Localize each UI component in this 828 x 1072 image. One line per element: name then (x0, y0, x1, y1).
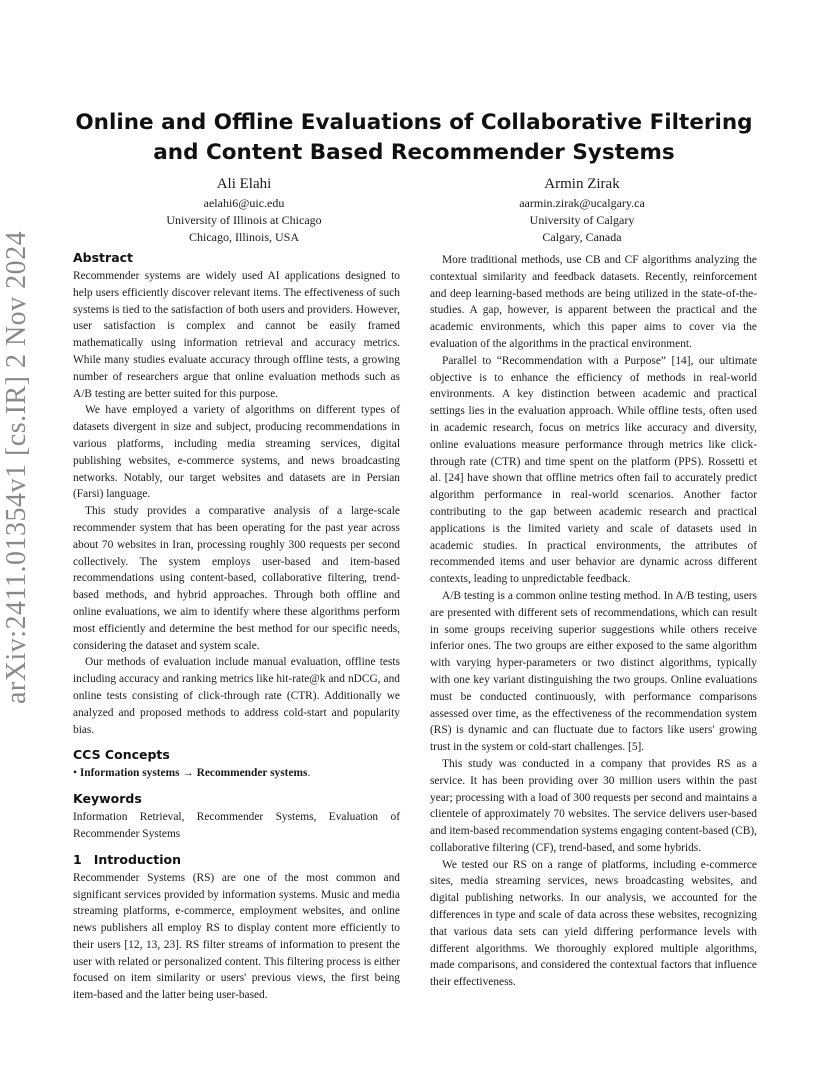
keywords-text: Information Retrieval, Recommender Systems, Evaluation of Recommender Systems (73, 811, 400, 840)
author-email: aelahi6@uic.edu (203, 196, 285, 210)
author-block (94, 174, 394, 246)
ccs-item: Information systems → Recommender systems (79, 767, 308, 780)
introduction-heading (73, 852, 400, 868)
abstract-paragraph: We have employed a variety of algorithms on different types of datasets divergent in size and subject, producing recommendations in various platforms, including media streaming services, digital publishing websites, e-commerce systems, and news broadcasting networks. Notably, our target websites and datasets are in Persian (Farsi) language. (73, 404, 400, 501)
ccs-bullet: • (73, 767, 77, 780)
author-email: aarmin.zirak@ucalgary.ca (519, 196, 645, 210)
author-affiliation: University of Illinois at Chicago (166, 213, 322, 227)
author-affiliation: University of Calgary (529, 213, 635, 227)
abstract-heading: Abstract (73, 250, 134, 265)
author-location: Calgary, Canada (542, 230, 622, 244)
ccs-suffix: . (307, 767, 311, 780)
abstract-paragraph: This study provides a comparative analysis of a large-scale recommender system that has been operating for the past year across about 70 websites in Iran, processing roughly 300 requests per second collectively. The system employs user-based and item-based recommendations using content-based, collaborative filtering, trend-based methods, and hybrid approaches. Through both offline and online evaluations, we aim to identify where these algorithms perform most efficiently and determine the best method for our specific needs, considering the dataset and system scale. (73, 505, 400, 652)
introduction-paragraph: More traditional methods, use CB and CF algorithms analyzing the contextual similarity and feedback datasets. Recently, reinforcement and deep learning-based methods are being utilized in the state-of-the-studies. A gap, however, is apparent between the practical and the academic environments, which this paper aims to cover via the evaluation of the algorithms in the practical environment. (430, 254, 757, 350)
paper-title: Online and Offline Evaluations of Collaborative Filtering and Content Based Recommender Systems (75, 110, 753, 165)
author-location: Chicago, Illinois, USA (189, 230, 299, 244)
ccs-concept (73, 765, 400, 782)
author-name: Armin Zirak (544, 176, 620, 192)
keywords-heading: Keywords (73, 791, 142, 807)
right-column (430, 252, 757, 991)
abstract-paragraph: Our methods of evaluation include manual evaluation, offline tests including accuracy and ranking metrics like hit-rate@k and nDCG, and online tests consisting of click-through rate (CTR). Additionally we analyzed and proposed methods to address cold-start and popularity bias. (73, 656, 400, 736)
left-column (73, 250, 400, 1004)
ccs-heading: CCS Concepts (73, 747, 170, 763)
introduction-paragraph: We tested our RS on a range of platforms, including e-commerce sites, media streaming services, news broadcasting websites, and digital publishing networks. In our analysis, we accounted for the differences in type and scale of data across these websites, recognizing that various data sets can yield differing performance levels with different algorithms. We thoroughly explored multiple algorithms, made comparisons, and considered the contextual factors that influence their effectiveness. (430, 858, 757, 989)
section-title: Introduction (93, 851, 181, 867)
author-name: Ali Elahi (216, 176, 272, 192)
introduction-paragraph: This study was conducted in a company that provides RS as a service. It has been providing over 30 million users within the past year; processing with a load of 300 requests per second and maintains a clientele of approximately 70 websites. The service delivers user-based and item-based recommendation systems engaging content-based (CB), collaborative filtering (CF), trend-based, and some hybrids. (430, 757, 757, 854)
section-number: 1 (73, 851, 82, 867)
introduction-paragraph: Recommender Systems (RS) are one of the most common and significant services provided by information systems. Music and media streaming platforms, e-commerce, employment websites, and online news publishers all employ RS to display content more efficiently to their users [12, 13, 23]. RS filter streams of information to present the user with related or personalized content. This filtering process is either focused on item similarity or users' previous views, the first being item-based and the latter being user-based. (73, 871, 400, 1002)
arxiv-identifier: arXiv:2411.01354v1 [cs.IR] 2 Nov 2024 (1, 230, 32, 704)
introduction-paragraph: A/B testing is a common online testing method. In A/B testing, users are presented with different sets of recommendations, which can result in some groups receiving superior suggestions while others receive inferior ones. The two groups are either exposed to the same algorithm with varying hyper-parameters or two distinct algorithms, typically with one key variant distinguishing the two groups. Online evaluations must be conducted continuously, with performance comparisons assessed over time, as the effectiveness of the recommendation system (RS) is dynamic and can fluctuate due to factors like users' growing trust in the system or cold-start challenges. [5]. (430, 589, 757, 754)
abstract-paragraph: Recommender systems are widely used AI applications designed to help users efficiently discover relevant items. The effectiveness of such systems is tied to the satisfaction of both users and providers. However, user satisfaction is complex and cannot be easily framed mathematically using information retrieval and accuracy metrics. While many studies evaluate accuracy through offline tests, a growing number of researchers argue that online evaluation methods such as A/B testing are better suited for this purpose. (73, 270, 400, 400)
author-block (432, 174, 732, 246)
introduction-paragraph: Parallel to “Recommendation with a Purpose” [14], our ultimate objective is to enhance the efficiency of methods in real-world environments. A key distinction between academic and practical settings lies in the evaluation approach. While offline tests, often used in academic research, focus on metrics like accuracy and diversity, online evaluations measure performance through metrics like click-through rate (CTR) and time spent on the platform (PPS). Rossetti et al. [24] have shown that offline metrics often fail to accurately predict algorithm performance in real-world scenarios. Another factor contributing to the gap between academic research and practical applications is the limited variety and scale of datasets used in academic studies. In practical environments, the attributes of recommended items and user behavior are dynamic across different contexts, leading to unpredictable feedback. (430, 354, 757, 586)
